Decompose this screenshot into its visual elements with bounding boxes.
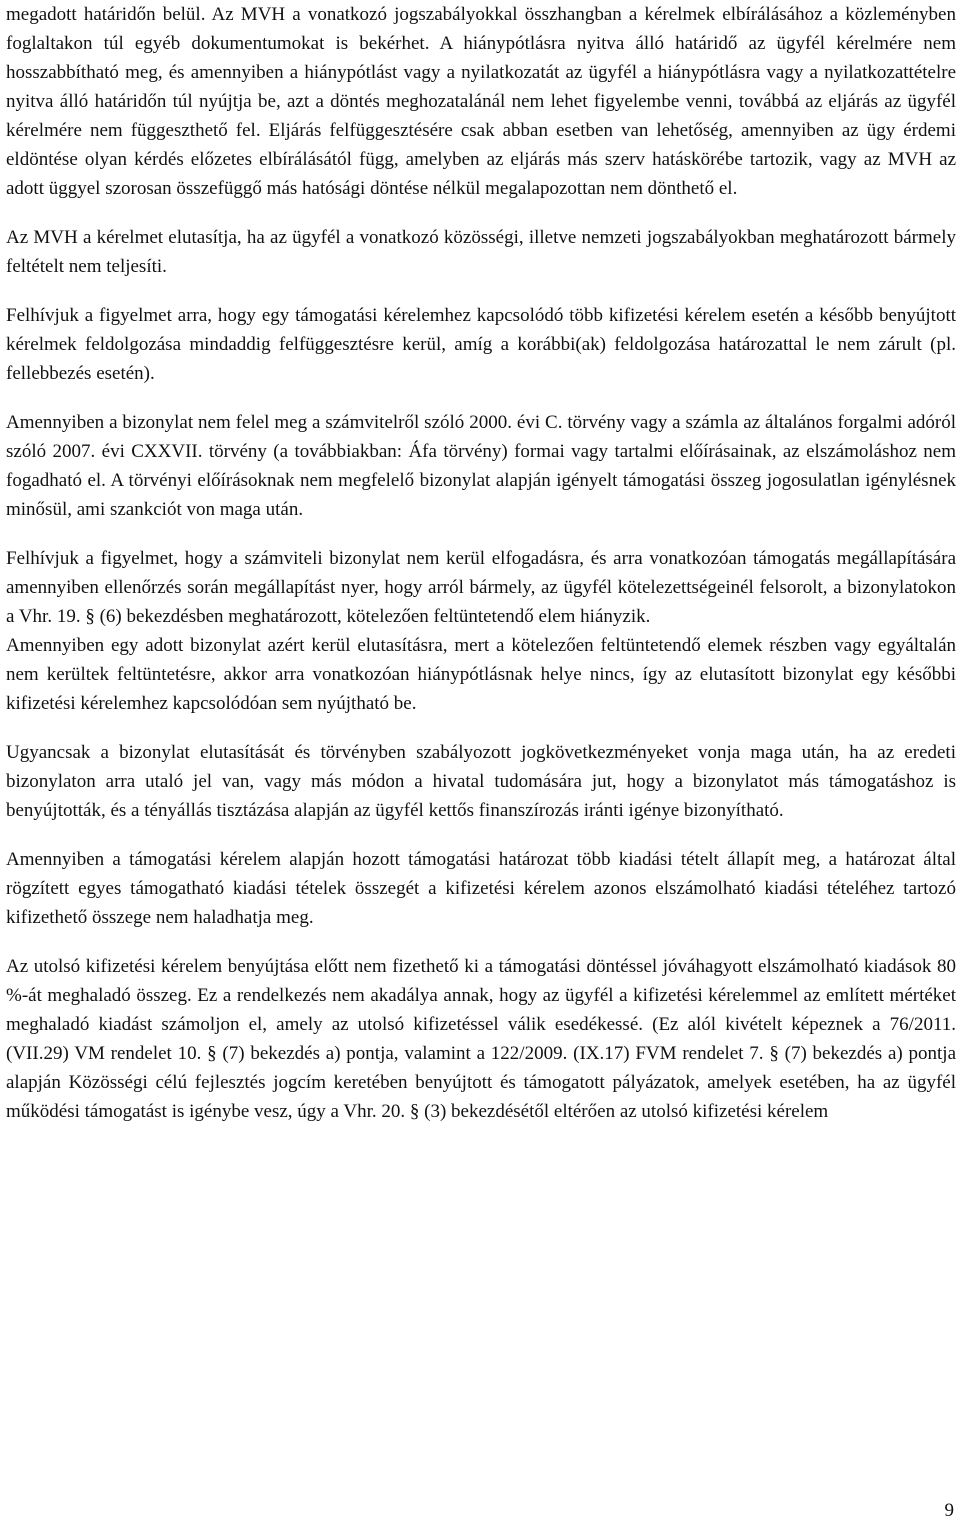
paragraph-accounting-document-rejection: Felhívjuk a figyelmet, hogy a számviteli bizonylat nem kerül elfogadásra, és arra vonatkozóan támogatás megállapítására amennyiben ellenőrzés során megállapítást nyer, hogy arról bármely, az ügyfél kötelezettségeinél felsorolt, a bizonylatokon a Vhr. 19. § (6) bekezdésben meghatározott, kötelezően feltüntetendő elem hiányzik. — [6, 548, 956, 627]
paragraph-invoice-requirements: Amennyiben a bizonylat nem felel meg a számvitelről szóló 2000. évi C. törvény vagy a számla az általános forgalmi adóról szóló 2007. évi CXXVII. törvény (a továbbiakban: Áfa törvény) formai vagy tartalmi előírásainak, az elszámoláshoz nem fogadható el. A törvényi előírásoknak nem megfelelő bizonylat alapján igényelt támogatási összeg jogosulatlan igénylésnek minősül, ami szankciót von maga után. — [6, 412, 956, 520]
paragraph-multiple-payment-requests: Felhívjuk a figyelmet arra, hogy egy támogatási kérelemhez kapcsolódó több kifizetési kérelem esetén a később benyújtott kérelmek feldolgozása mindaddig felfüggesztésre kerül, amíg a korábbi(ak) feldolgozása határozattal le nem zárult (pl. fellebbezés esetén). — [6, 305, 956, 384]
page-number: 9 — [944, 1500, 954, 1521]
paragraph-rejection-conditions: Az MVH a kérelmet elutasítja, ha az ügyfél a vonatkozó közösségi, illetve nemzeti jogszabályokban meghatározott bármely feltételt nem teljesíti. — [6, 227, 956, 277]
paragraph-no-remedy-for-missing-elements: Amennyiben egy adott bizonylat azért kerül elutasításra, mert a kötelezően feltüntetendő elemek részben vagy egyáltalán nem kerültek feltüntetésre, akkor arra vonatkozóan hiánypótlásnak helye nincs, így az elutasított bizonylat egy későbbi kifizetési kérelemhez kapcsolódóan sem nyújtható be. — [6, 635, 956, 714]
paragraph-double-financing: Ugyancsak a bizonylat elutasítását és törvényben szabályozott jogkövetkezményeket vonja maga után, ha az eredeti bizonylaton arra utaló jel van, vagy más módon a hivatal tudomására jut, hogy a bizonylatot más támogatáshoz is benyújtották, és a tényállás tisztázása alapján az ügyfél kettős finanszírozás iránti igénye bizonyítható. — [6, 742, 956, 821]
paragraph-deadline-and-suspension: megadott határidőn belül. Az MVH a vonatkozó jogszabályokkal összhangban a kérelmek elbírálásához a közleményben foglaltakon túl egyéb dokumentumokat is bekérhet. A hiánypótlásra nyitva álló határidő az ügyfél kérelmére nem hosszabbítható meg, és amennyiben a hiánypótlást vagy a nyilatkozatát az ügyfél a hiánypótlásra vagy a nyilatkozattételre nyitva álló határidőn túl nyújtja be, azt a döntés meghozatalánál nem lehet figyelembe venni, továbbá az eljárás az ügyfél kérelmére nem függeszthető fel. Eljárás felfüggesztésére csak abban esetben van lehetőség, amennyiben az ügy érdemi eldöntése olyan kérdés előzetes elbírálásától függ, amelyben az eljárás más szerv hatáskörébe tartozik, vagy az MVH az adott üggyel szorosan összefüggő más hatósági döntése nélkül megalapozottan nem dönthető el. — [6, 4, 956, 199]
document-page — [6, 0, 956, 1146]
paragraph-final-payment-80-percent: Az utolsó kifizetési kérelem benyújtása előtt nem fizethető ki a támogatási döntéssel jóváhagyott elszámolható kiadások 80 %-át meghaladó összeg. Ez a rendelkezés nem akadálya annak, hogy az ügyfél a kifizetési kérelemmel az említett mértéket meghaladó kiadást számoljon el, amely az utolsó kifizetéssel válik esedékessé. (Ez alól kivételt képeznek a 76/2011. (VII.29) VM rendelet 10. § (7) bekezdés a) pontja, valamint a 122/2009. (IX.17) FVM rendelet 7. § (7) bekezdés a) pontja alapján Közösségi célú fejlesztés jogcím keretében benyújtott és támogatott pályázatok, amelyek esetében, ha az ügyfél működési támogatást is igénybe vesz, úgy a Vhr. 20. § (3) bekezdésétől eltérően az utolsó kifizetési kérelem — [6, 956, 956, 1122]
paragraph-expense-item-limits: Amennyiben a támogatási kérelem alapján hozott támogatási határozat több kiadási tételt állapít meg, a határozat által rögzített egyes támogatható kiadási tételek összegét a kifizetési kérelem azonos elszámolható kiadási tételéhez tartozó kifizethető összege nem haladhatja meg. — [6, 849, 956, 928]
